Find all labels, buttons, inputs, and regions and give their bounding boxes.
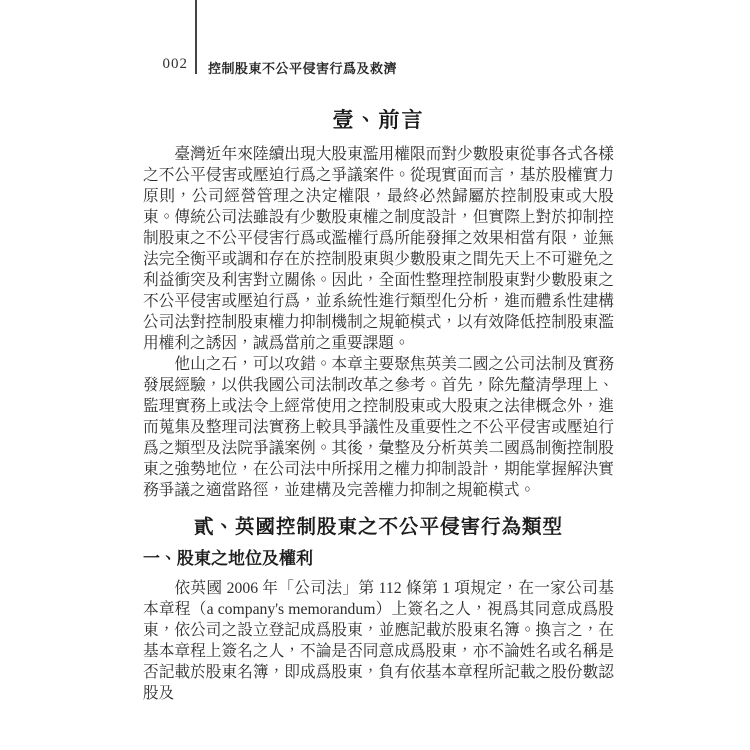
section-1-paragraph-2: 他山之石，可以攻錯。本章主要聚焦英美二國之公司法制及實務發展經驗，以供我國公司法制改革之參考。首先，除先釐清學理上、監理實務上或法令上經常使用之控制股東或大股東之法律概念外，進而蒐集及整理司法實務上較具爭議性及重要性之不公平侵害或壓迫行爲之類型及法院爭議案例。其後，彙整及分析英美二國爲制衡控制股東之強勢地位，在公司法中所採用之權力抑制設計，期能掌握解決實務爭議之適當路徑，並建構及完善權力抑制之規範模式。 <box>143 356 614 499</box>
page-number: 002 <box>162 56 188 72</box>
section-2-paragraph-1: 依英國 2006 年「公司法」第 112 條第 1 項規定，在一家公司基本章程（a company's memorandum）上簽名之人，視爲其同意成爲股東，依公司之設立登記成爲股東，並應記載於股東名簿。換言之，在基本章程上簽名之人，不論是否同意成爲股東，亦不論姓名或名稱是否記載於股東名簿，即成爲股東，負有依基本章程所記載之股份數認股及 <box>143 580 614 702</box>
section-1-title: 壹、前言 <box>332 109 425 132</box>
section-2-subsection-title: 一、股東之地位及權利 <box>143 549 313 568</box>
text-block <box>143 108 614 704</box>
running-header-title: 控制股東不公平侵害行爲及救濟 <box>208 61 398 76</box>
header-divider-rule <box>195 0 197 74</box>
section-2-title: 貳、英國控制股東之不公平侵害行為類型 <box>193 516 563 538</box>
section-1-paragraph-1: 臺灣近年來陸續出現大股東濫用權限而對少數股東從事各式各樣之不公平侵害或壓迫行爲之爭議案件。從現實面而言，基於股權實力原則，公司經營管理之決定權限，最終必然歸屬於控制股東或大股東。傳統公司法雖設有少數股東權之制度設計，但實際上對於抑制控制股東之不公平侵害行爲或濫權行爲所能發揮之效果相當有限，並無法完全衡平或調和存在於控制股東與少數股東之間先天上不可避免之利益衝突及利害對立關係。因此，全面性整理控制股東對少數股東之不公平侵害或壓迫行爲，並系統性進行類型化分析，進而體系性建構公司法對控制股東權力抑制機制之規範模式，以有效降低控制股東濫用權利之誘因，誠爲當前之重要課題。 <box>143 146 614 352</box>
